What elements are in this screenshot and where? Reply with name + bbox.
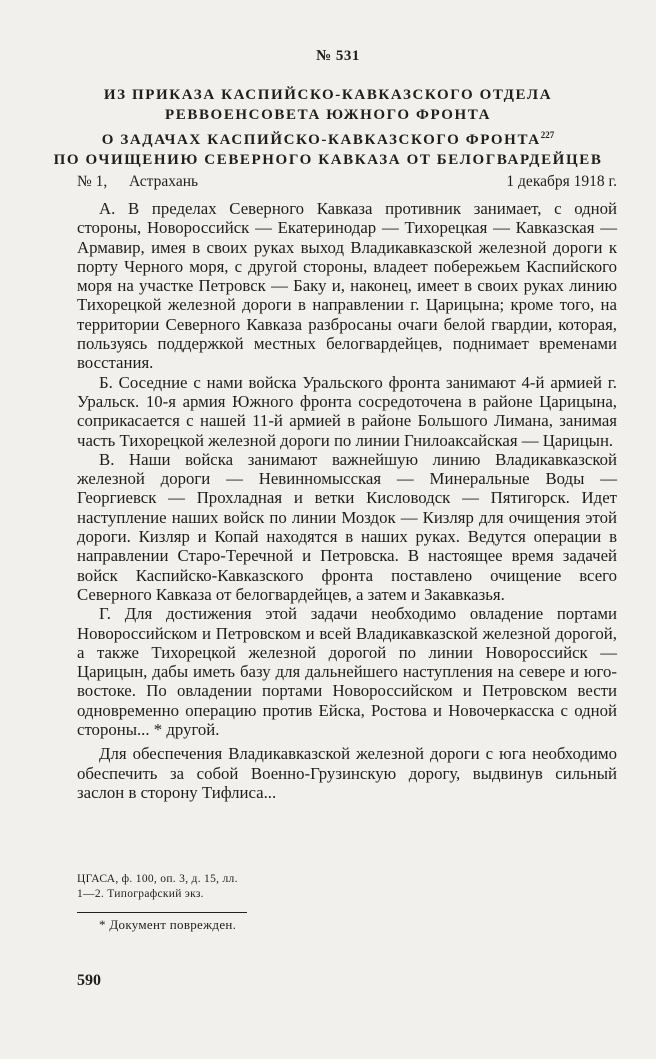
archive-line-2: 1—2. Типографский экз.: [77, 888, 204, 900]
title-line-4: ПО ОЧИЩЕНИЮ СЕВЕРНОГО КАВКАЗА ОТ БЕЛОГВАРДЕЙЦЕВ: [53, 152, 603, 168]
page-number: 590: [77, 972, 101, 989]
paragraph-g: Г. Для достижения этой задачи необходимо овладение портами Новороссийском и Петровском и всей Владикавказской железной дорогой, а также Тихорецкой железной дорогой по линии Новороссийск — Царицын, дабы иметь базу для дальнейшего наступления на севере и юго-востоке. По овладении портами Новороссийском и Петровском вести одновременно операцию против Ейска, Ростова и Новочеркасска с одной стороны... * другой.: [77, 604, 617, 740]
title-line-3-wrap: [0, 125, 656, 150]
footnote: * Документ поврежден.: [99, 917, 237, 932]
archive-line-1: ЦГАСА, ф. 100, оп. 3, д. 15, лл.: [77, 873, 238, 885]
title-line-3: О ЗАДАЧАХ КАСПИЙСКО-КАВКАЗСКОГО ФРОНТА: [101, 132, 541, 148]
title-line-1: ИЗ ПРИКАЗА КАСПИЙСКО-КАВКАЗСКОГО ОТДЕЛА: [103, 87, 553, 103]
paragraph-b: Б. Соседние с нами войска Уральского фронта занимают 4-й армией г. Уральск. 10-я армия Южного фронта сосредоточена в районе Царицына, соприкасается с нашей 11-й армией в районе Большого Лимана, занимая часть Тихорецкой железной дороги по линии Гнилоаксайская — Царицын.: [77, 372, 617, 450]
order-place: Астрахань: [129, 173, 199, 190]
order-date: 1 декабря 1918 г.: [506, 173, 617, 190]
document-title: [0, 85, 656, 170]
title-line-2: РЕВВОЕНСОВЕТА ЮЖНОГО ФРОНТА: [164, 107, 492, 123]
paragraph-v: В. Наши войска занимают важнейшую линию Владикавказской железной дороги — Невинномысская — Минеральные Воды — Георгиевск — Прохладная и ветки Кисловодск — Пятигорск. Идет наступление наших войск по линии Моздок — Кизляр для очищения этой дороги. Кизляр и Копай находятся в наших руках. Ведутся операции в направлении Старо-Теречной и Петровска. В настоящее время задачей войск Каспийско-Кавказского фронта поставлено очищение всего Северного Кавказа от белогвардейцев, а затем и Закавказья.: [77, 449, 617, 604]
paragraph-final: Для обеспечения Владикавказской железной дороги с юга необходимо обеспечить за собой Военно-Грузинскую дорогу, выдвинув сильный заслон в сторону Тифлиса...: [77, 744, 617, 802]
title-note-ref: 227: [540, 130, 555, 140]
document-number: № 531: [316, 48, 360, 64]
paragraph-a: А. В пределах Северного Кавказа противник занимает, с одной стороны, Новороссийск — Екатеринодар — Тихорецкая — Кавказская — Армавир, имея в своих руках выход Владикавказской железной дороги к порту Черного моря, с другой стороны, владеет побережьем Каспийского моря на участке Петровск — Баку и, наконец, имеет в своих руках линию Тихорецкой железной дороги в направлении г. Царицына; кроме того, на территории Северного Кавказа разбросаны очаги белой гвардии, которая, пользуясь поддержкой местных белогвардейцев, поднимает временами восстания.: [77, 199, 617, 373]
archive-reference: [77, 872, 377, 902]
document-body: [77, 199, 617, 802]
footnote-divider: [77, 912, 247, 913]
order-number: № 1,: [77, 173, 108, 190]
